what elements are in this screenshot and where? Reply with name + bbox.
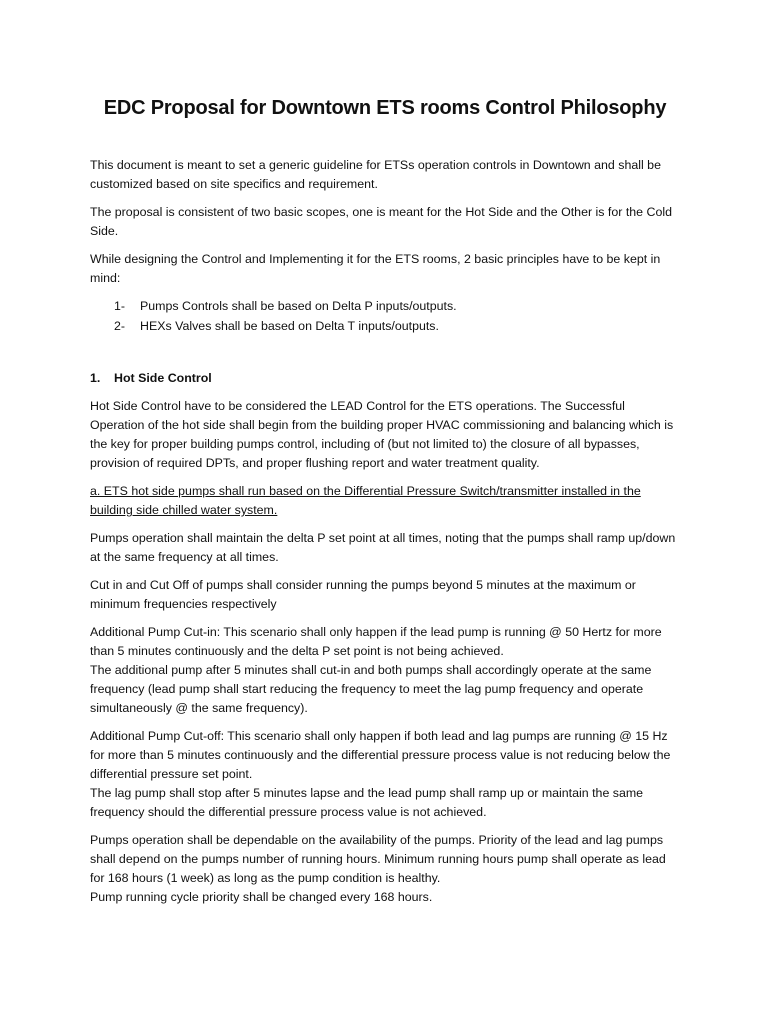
- list-item: [90, 317, 680, 337]
- list-item-text: Pumps Controls shall be based on Delta P inputs/outputs.: [140, 299, 457, 313]
- pump-cut-in-line-2: The additional pump after 5 minutes shall cut-in and both pumps shall accordingly operate at the same frequency (lead pump shall start reducing the frequency to meet the lag pump frequency and operate simultaneously @ the same frequency).: [90, 663, 652, 715]
- document-body: [90, 156, 680, 907]
- subsection-heading-a: a. ETS hot side pumps shall run based on the Differential Pressure Switch/transmitter installed in the building side chilled water system.: [90, 484, 641, 517]
- pump-cut-off-line-2: The lag pump shall stop after 5 minutes lapse and the lead pump shall ramp up or maintain the same frequency should the differential pressure process value is not achieved.: [90, 786, 644, 819]
- list-item: [90, 297, 680, 317]
- intro-paragraph-3: While designing the Control and Implementing it for the ETS rooms, 2 basic principles have to be kept in mind:: [90, 252, 661, 285]
- section-paragraph-2: Pumps operation shall maintain the delta P set point at all times, noting that the pumps shall ramp up/down at the same frequency at all times.: [90, 531, 676, 564]
- section-title: Hot Side Control: [114, 371, 212, 385]
- pump-cut-in-line-1: Additional Pump Cut-in: This scenario shall only happen if the lead pump is running @ 50 Hertz for more than 5 minutes continuously and the delta P set point is not being achieved.: [90, 625, 662, 658]
- pump-cut-off-paragraph: [90, 727, 680, 822]
- section-number: 1.: [90, 371, 101, 385]
- intro-paragraph-2: The proposal is consistent of two basic scopes, one is meant for the Hot Side and the Other is for the Cold Side.: [90, 205, 672, 238]
- pump-priority-line-2: Pump running cycle priority shall be changed every 168 hours.: [90, 890, 433, 904]
- list-item-number: 2-: [114, 318, 126, 333]
- principles-list: [90, 297, 680, 336]
- pump-cut-in-paragraph: [90, 623, 680, 718]
- section-paragraph-3: Cut in and Cut Off of pumps shall consider running the pumps beyond 5 minutes at the maximum or minimum frequencies respectively: [90, 578, 636, 611]
- pump-priority-line-1: Pumps operation shall be dependable on the availability of the pumps. Priority of the lead and lag pumps shall depend on the pumps number of running hours. Minimum running hours pump shall operate as lead for 168 hours (1 week) as long as the pump condition is healthy.: [90, 833, 666, 885]
- document-title: EDC Proposal for Downtown ETS rooms Control Philosophy: [103, 97, 667, 119]
- pump-priority-paragraph: [90, 831, 680, 907]
- list-item-number: 1-: [114, 299, 126, 313]
- pump-cut-off-line-1: Additional Pump Cut-off: This scenario shall only happen if both lead and lag pumps are running @ 15 Hz for more than 5 minutes continuously and the differential pressure process value is not reducing below the differential pressure set point.: [90, 729, 671, 781]
- section-paragraph-1: Hot Side Control have to be considered the LEAD Control for the ETS operations. The Successful Operation of the hot side shall begin from the building proper HVAC commissioning and balancing which is the key for proper building pumps control, including of (but not limited to) the closure of all bypasses, provision of required DPTs, and proper flushing report and water treatment quality.: [90, 399, 674, 470]
- section-heading-hot-side: [90, 369, 680, 388]
- intro-paragraph-1: This document is meant to set a generic guideline for ETSs operation controls in Downtown and shall be customized based on site specifics and requirement.: [90, 158, 661, 191]
- list-item-text: HEXs Valves shall be based on Delta T inputs/outputs.: [140, 318, 439, 333]
